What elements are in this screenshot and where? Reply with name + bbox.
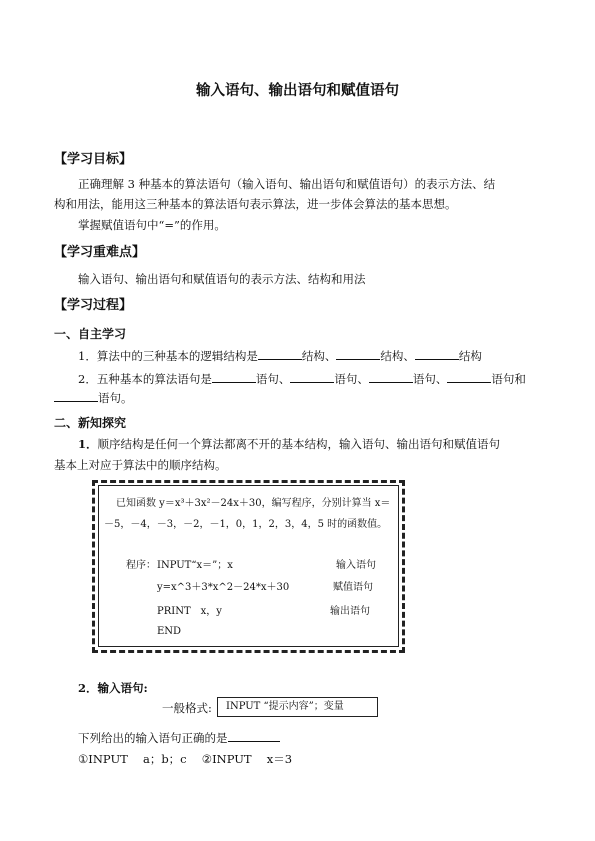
page-title: 输入语句、输出语句和赋值语句	[196, 82, 399, 99]
q1-prefix: 1．算法中的三种基本的逻辑结构是	[78, 349, 258, 363]
section-heading-process: 【学习过程】	[54, 298, 133, 313]
fill-blank[interactable]	[290, 372, 334, 383]
code-line: y=x^3＋3*x^2－24*x＋30	[157, 582, 290, 593]
section-heading-goals: 【学习目标】	[54, 152, 133, 167]
example-problem-line2: －5，－4，－3，－2，－1，0，1，2，3，4，5 时的函数值。	[104, 519, 388, 530]
question-line	[78, 731, 280, 745]
goals-paragraph-line1: 正确理解 3 种基本的算法语句（输入语句、输出语句和赋值语句）的表示方法、结	[78, 177, 496, 191]
fill-blank[interactable]	[447, 372, 491, 383]
code-line: PRINT x，y	[157, 606, 222, 617]
q1-sep1: 结构、	[301, 349, 337, 363]
fill-blank[interactable]	[336, 349, 380, 360]
code-comment: 输入语句	[336, 560, 376, 571]
q2-sep4: 语句和	[491, 372, 526, 386]
goals-paragraph-line2: 构和用法，能用这三种基本的算法语句表示算法，进一步体会算法的基本思想。	[54, 197, 457, 211]
explore-item-number: 1．	[78, 437, 98, 451]
explore-paragraph-line1	[78, 437, 500, 451]
code-comment: 输出语句	[330, 606, 370, 617]
code-comment: 赋值语句	[333, 582, 373, 593]
format-label: 一般格式:	[162, 701, 212, 715]
explore-line1-text: 顺序结构是任何一个算法都离不开的基本结构，输入语句、输出语句和赋值语句	[97, 437, 501, 451]
self-study-question-2	[78, 372, 526, 386]
example-problem-line1: 已知函数 y＝x³＋3x²－24x＋30，编写程序，分别计算当 x＝	[116, 498, 391, 509]
q1-end: 结构	[458, 349, 482, 363]
program-label: 程序：	[126, 560, 156, 571]
fill-blank[interactable]	[369, 372, 413, 383]
input-statement-heading: 2．输入语句:	[78, 681, 148, 695]
section-heading-key-points: 【学习重难点】	[54, 245, 146, 260]
subsection-heading-self-study: 一、自主学习	[54, 327, 127, 341]
fill-blank[interactable]	[212, 372, 256, 383]
answer-options: ①INPUT a；b；c ②INPUT x＝3	[78, 752, 293, 766]
format-box: INPUT “提示内容”；变量	[217, 697, 378, 717]
q2-end: 语句。	[98, 391, 133, 405]
self-study-question-2-cont	[54, 391, 133, 405]
explore-paragraph-line2: 基本上对应于算法中的顺序结构。	[54, 458, 227, 472]
fill-blank[interactable]	[228, 731, 280, 742]
self-study-question-1	[78, 349, 482, 363]
q1-sep2: 结构、	[380, 349, 415, 363]
key-points-paragraph: 输入语句、输出语句和赋值语句的表示方法、结构和用法	[78, 272, 366, 286]
question-text: 下列给出的输入语句正确的是	[78, 731, 228, 745]
q2-sep1: 语句、	[255, 372, 291, 386]
goals-paragraph-2: 掌握赋值语句中“=”的作用。	[78, 218, 226, 232]
fill-blank[interactable]	[415, 349, 459, 360]
fill-blank[interactable]	[54, 391, 98, 402]
fill-blank[interactable]	[258, 349, 302, 360]
subsection-heading-explore: 二、新知探究	[54, 416, 127, 430]
code-line: INPUT“x＝”；x	[157, 560, 233, 571]
code-line: END	[157, 626, 182, 637]
q2-prefix: 2．五种基本的算法语句是	[78, 372, 212, 386]
q2-sep3: 语句、	[412, 372, 448, 386]
q2-sep2: 语句、	[334, 372, 369, 386]
